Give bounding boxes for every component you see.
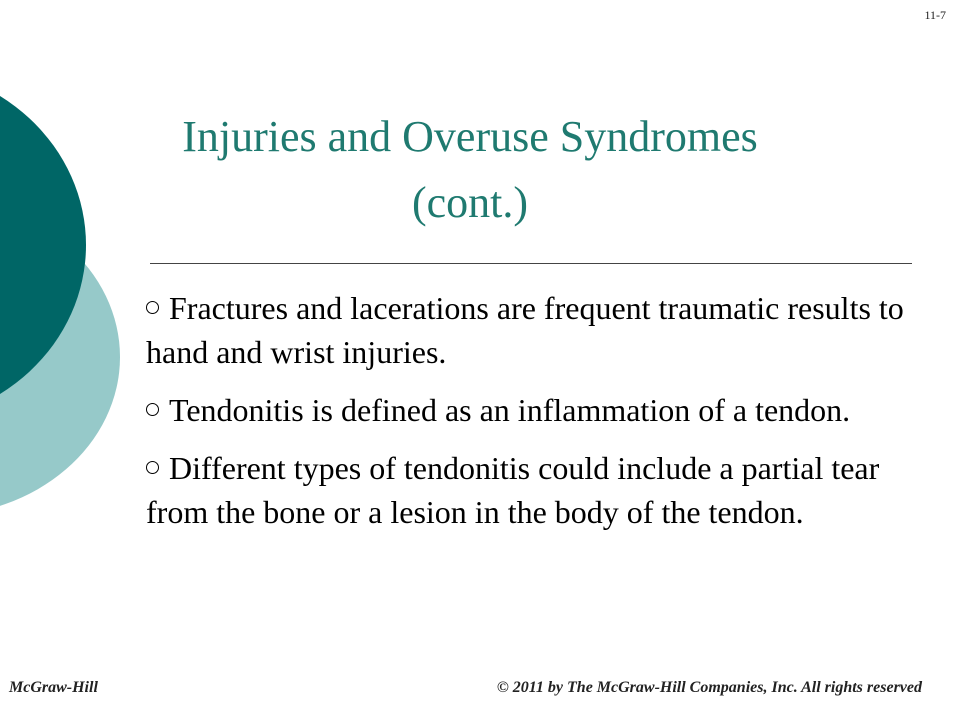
bullet-item [146, 388, 926, 432]
footer-copyright: © 2011 by The McGraw-Hill Companies, Inc. All rights reserved [496, 679, 922, 696]
bullet-text: Fractures and lacerations are frequent traumatic results to hand and wrist injuries. [146, 290, 904, 370]
bullet-circle-icon [146, 301, 159, 314]
bullet-circle-icon [146, 461, 159, 474]
bullet-item [146, 286, 926, 374]
bullet-circle-icon [146, 403, 159, 416]
slide-number: 11-7 [924, 8, 946, 22]
bullet-list [146, 286, 926, 548]
slide-title-line2: (cont.) [411, 178, 529, 227]
footer-publisher: McGraw-Hill [9, 679, 98, 696]
slide-title-line1: Injuries and Overuse Syndromes [182, 112, 758, 161]
bullet-text: Different types of tendonitis could include a partial tear from the bone or a lesion in the body of the tendon. [146, 450, 880, 530]
title-divider [150, 263, 912, 264]
bullet-text: Tendonitis is defined as an inflammation of a tendon. [169, 392, 851, 428]
bullet-item [146, 446, 926, 534]
slide-title [110, 104, 830, 236]
